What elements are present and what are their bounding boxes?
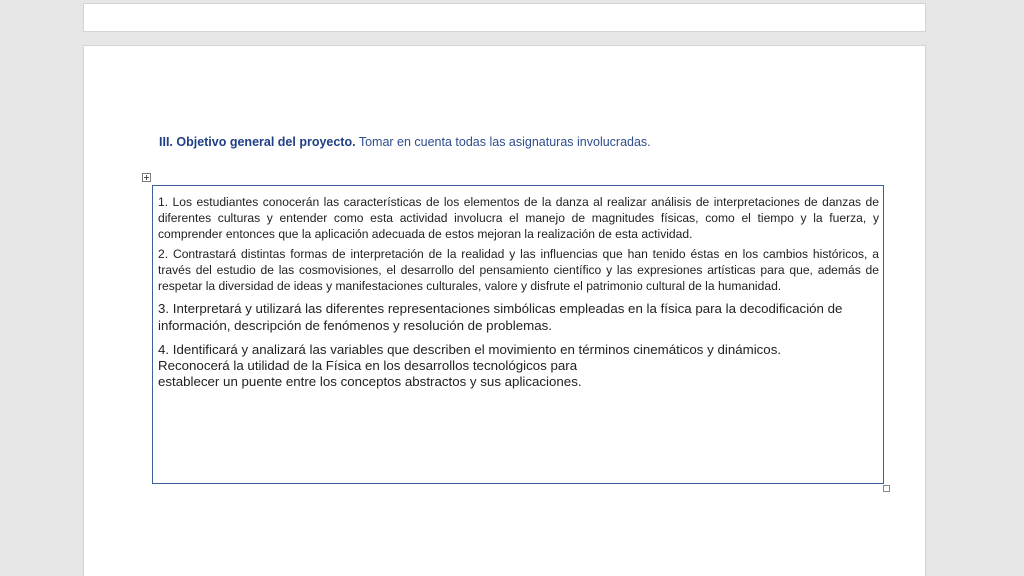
table-move-handle-icon[interactable]	[142, 173, 151, 182]
objective-1: 1. Los estudiantes conocerán las características de los elementos de la danza al realizar análisis de interpretaciones de danzas de diferentes culturas y entender como esta actividad involucra el manejo de magnitudes físicas, como el tiempo y la fuerza, y comprender entonces que la aplicación adecuada de estos mejoran la realización de esta actividad.	[158, 195, 879, 241]
objective-4-line-1: 4. Identificará y analizará las variables que describen el movimiento en términos cinemáticos y dinámicos.	[158, 341, 782, 357]
previous-page	[83, 3, 926, 32]
section-heading	[159, 135, 651, 149]
objective-4	[158, 342, 879, 390]
objective-4-line-3: establecer un puente entre los conceptos abstractos y sus aplicaciones.	[158, 373, 582, 389]
section-heading-note: Tomar en cuenta todas las asignaturas involucradas.	[355, 135, 651, 149]
objective-3: 3. Interpretará y utilizará las diferentes representaciones simbólicas empleadas en la física para la decodificación de información, descripción de fenómenos y resolución de problemas.	[158, 300, 843, 334]
objective-4-line-2: Reconocerá la utilidad de la Física en los desarrollos tecnológicos para	[158, 357, 578, 373]
resize-handle-icon[interactable]	[883, 485, 890, 492]
objective-2: 2. Contrastará distintas formas de interpretación de la realidad y las influencias que han tenido éstas en los cambios históricos, a través del estudio de las cosmovisiones, el desarrollo del pensamiento científico y las expresiones artísticas para que, además de respetar la diversidad de ideas y manifestaciones culturales, valore y disfrute el patrimonio cultural de la humanidad.	[158, 247, 879, 293]
section-heading-title: III. Objetivo general del proyecto.	[159, 135, 356, 149]
document-page[interactable]	[83, 45, 926, 576]
objectives-text-box[interactable]	[152, 185, 884, 484]
